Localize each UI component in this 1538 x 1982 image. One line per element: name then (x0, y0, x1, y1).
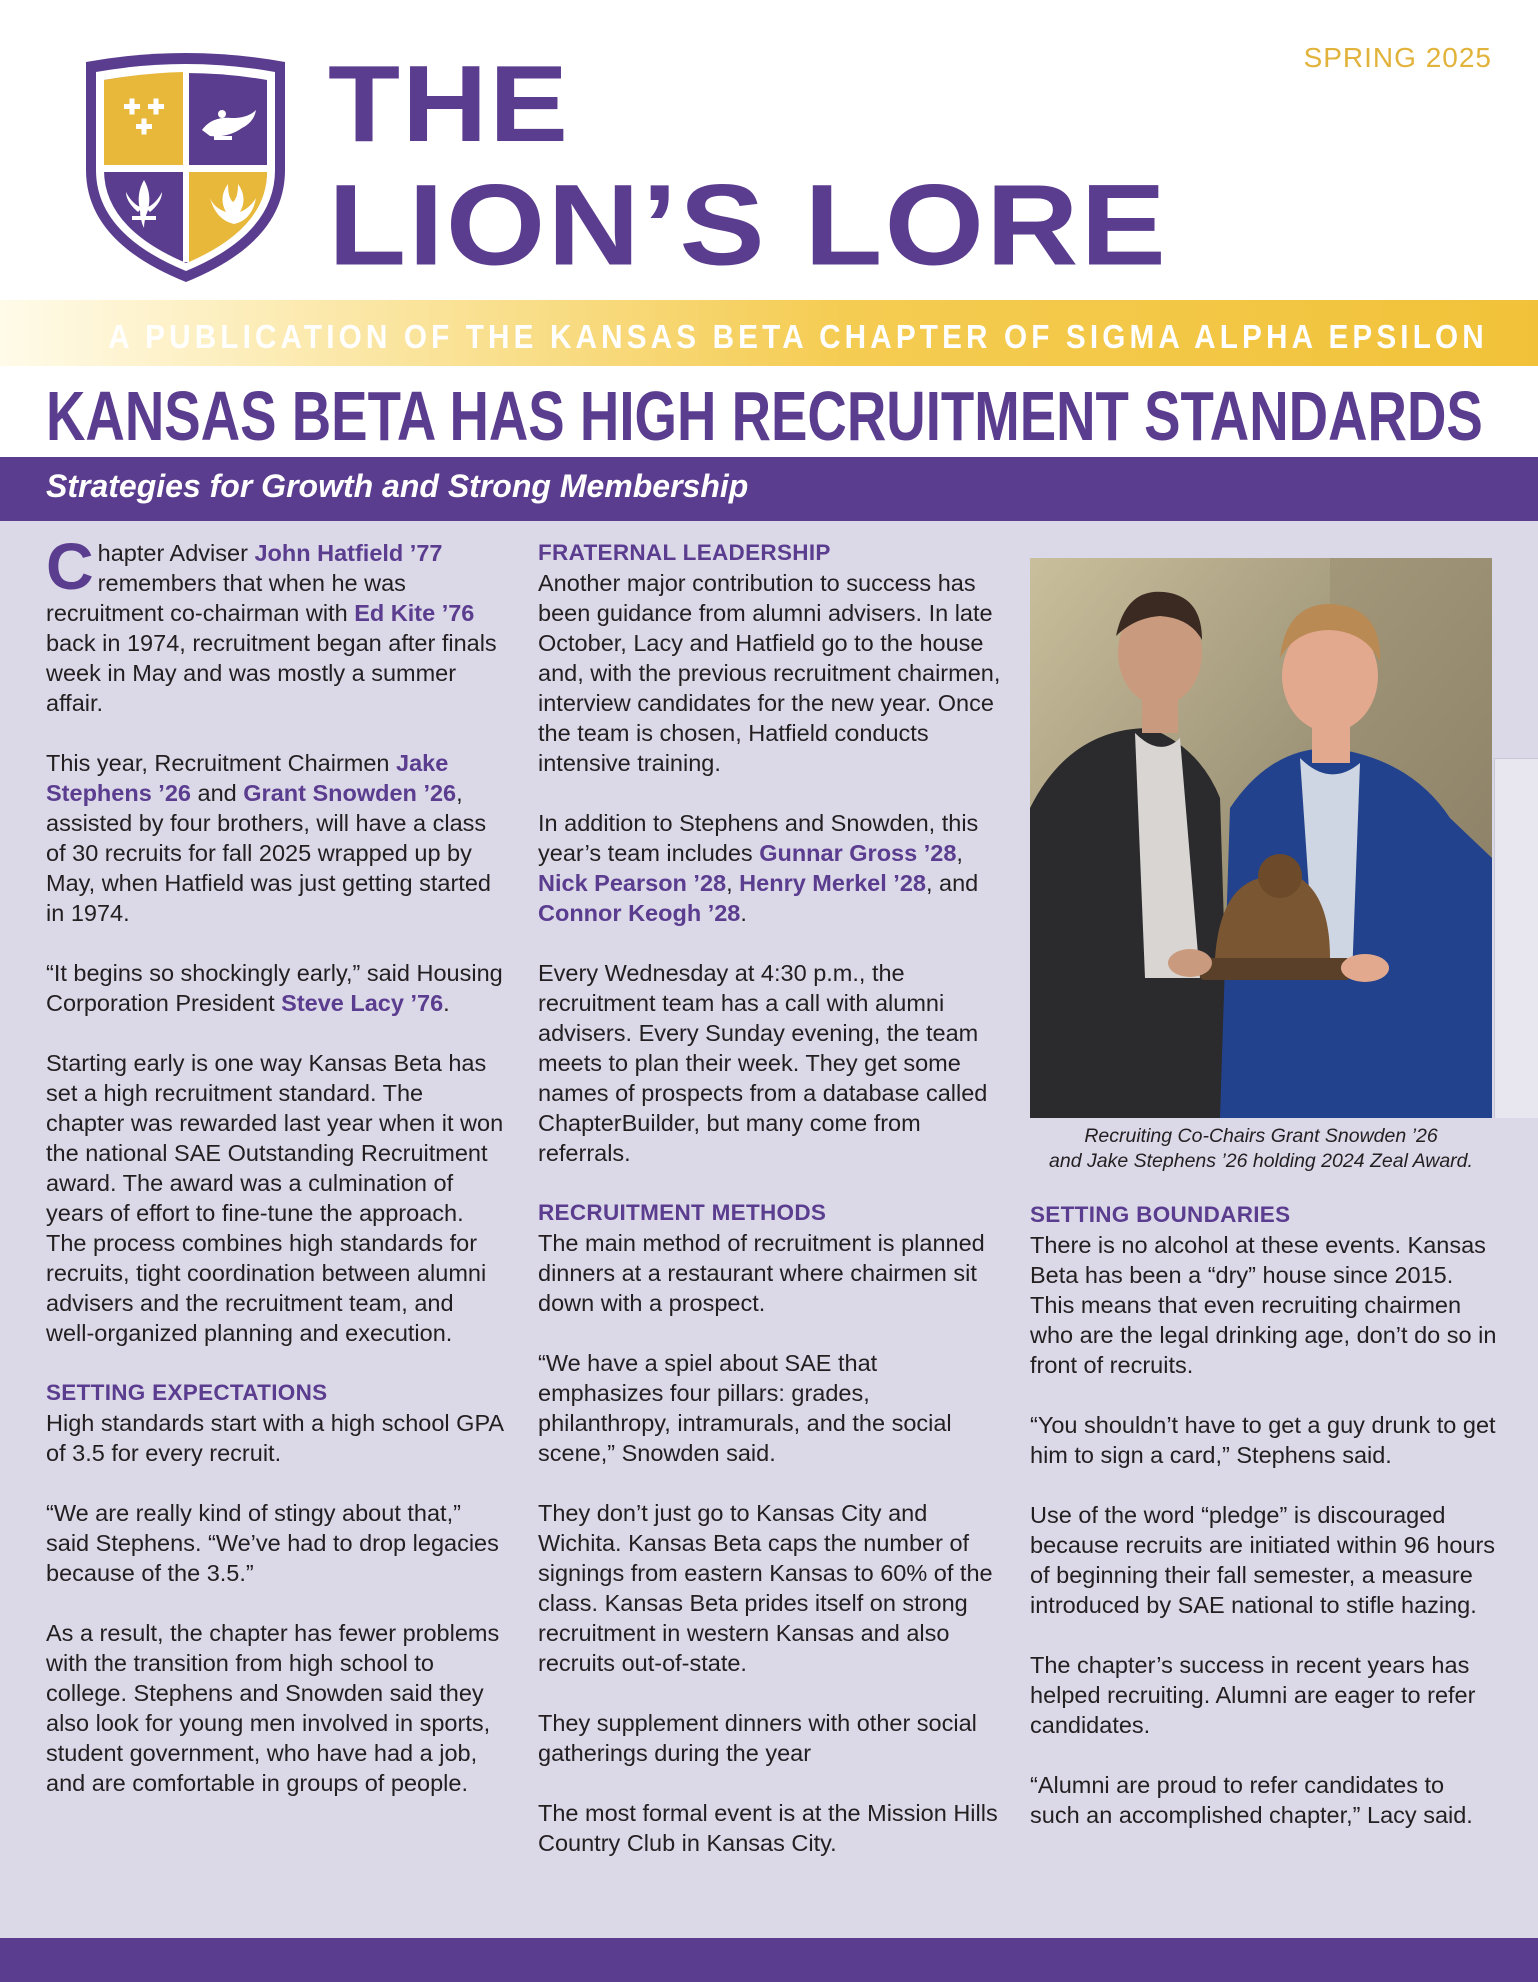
section-heading: RECRUITMENT METHODS (538, 1200, 827, 1225)
text-run: remembers that when he was recruitment co-chairman with (46, 570, 406, 626)
text-run: and (190, 780, 244, 806)
paragraph: “You shouldn’t have to get a guy drunk to get him to sign a card,” Stephens said. (1030, 1412, 1496, 1468)
crest-shield-icon (78, 52, 293, 287)
text-run: , (726, 870, 740, 896)
recruiting-chairs-photo (1030, 558, 1492, 1118)
text-run: “It begins so shockingly early,” said Housing Corporation President (46, 960, 503, 1016)
article-headline: KANSAS BETA HAS HIGH RECRUITMENT STANDARDS (46, 377, 1483, 455)
paragraph: “We are really kind of stingy about that,” said Stephens. “We’ve had to drop legacies because of the 3.5.” (46, 1500, 499, 1586)
paragraph: “We have a spiel about SAE that emphasizes four pillars: grades, philanthropy, intramurals, and the social scene,” Snowden said. (538, 1350, 952, 1466)
paragraph: Starting early is one way Kansas Beta has set a high recruitment standard. The chapter was rewarded last year when it won the national SAE Outstanding Recruitment award. The award was a culmination of years of effort to fine-tune the approach. The process combines high standards for recruits, tight coordination between alumni advisers and the recruitment team, and well-organized planning and execution. (46, 1050, 504, 1346)
drop-cap: C (46, 529, 94, 603)
text-run: , and (925, 870, 979, 896)
paragraph (538, 808, 1008, 928)
paragraph (46, 529, 506, 718)
paragraph: Another major contribution to success has been guidance from alumni advisers. In late October, Lacy and Hatfield go to the house and, with the previous recruitment chairmen, interview candidates for the new year. Once the team is chosen, Hatfield conducts intensive training. (538, 570, 1001, 776)
article-column-3 (1030, 1200, 1500, 1860)
paragraph: “Alumni are proud to refer candidates to such an accomplished chapter,” Lacy said. (1030, 1772, 1473, 1828)
article-subhead: Strategies for Growth and Strong Membership (46, 468, 749, 504)
paragraph: The main method of recruitment is planned dinners at a restaurant where chairmen sit down with a prospect. (538, 1230, 985, 1316)
text-run: back in 1974, recruitment began after finals week in May and was mostly a summer affair. (46, 630, 497, 716)
paragraph: They supplement dinners with other social gatherings during the year (538, 1710, 977, 1766)
section-heading: SETTING EXPECTATIONS (46, 1380, 328, 1405)
person-name: Nick Pearson ’28 (538, 870, 727, 896)
paragraph: As a result, the chapter has fewer problems with the transition from high school to college. Stephens and Snowden said they also look for young men involved in sports, student government, who have had a job, and are comfortable in groups of people. (46, 1620, 500, 1796)
masthead-title-line-1: THE (328, 43, 570, 166)
text-run: , assisted by four brothers, will have a class of 30 recruits for fall 2025 wrapped up by May, when Hatfield was just getting started in 1974. (46, 780, 491, 926)
person-name: Ed Kite ’76 (354, 600, 475, 626)
person-name: Jake Stephens ’26 (46, 750, 449, 806)
paragraph: There is no alcohol at these events. Kansas Beta has been a “dry” house since 2015. This means that even recruiting chairmen who are the legal drinking age, don’t do so in front of recruits. (1030, 1232, 1497, 1378)
paragraph (46, 748, 506, 928)
text-run: hapter Adviser (97, 540, 255, 566)
issue-date: SPRING 2025 (1303, 42, 1492, 73)
text-run: . (443, 990, 450, 1016)
article-column-1 (46, 529, 506, 1828)
paragraph: The most formal event is at the Mission Hills Country Club in Kansas City. (538, 1800, 998, 1856)
person-name: Steve Lacy ’76 (281, 990, 444, 1016)
photo-caption (1030, 1124, 1492, 1174)
section-heading: SETTING BOUNDARIES (1030, 1202, 1291, 1227)
article-column-2 (538, 538, 1008, 1888)
text-run: . (740, 900, 747, 926)
paragraph (46, 958, 506, 1018)
person-name: Connor Keogh ’28 (538, 900, 741, 926)
paragraph: They don’t just go to Kansas City and Wichita. Kansas Beta caps the number of signings from eastern Kansas to 60% of the class. Kansas Beta prides itself on strong recruitment in western Kansas and also recruits out-of-state. (538, 1500, 993, 1676)
photo-caption-line-1: Recruiting Co-Chairs Grant Snowden ’26 (1084, 1125, 1438, 1147)
text-run: In addition to Stephens and Snowden, this year’s team includes (538, 810, 979, 866)
paragraph: Every Wednesday at 4:30 p.m., the recruitment team has a call with alumni advisers. Every Sunday evening, the team meets to plan their week. They get some names of prospects from a database called ChapterBuilder, but many come from referrals. (538, 960, 988, 1166)
page-edge-tab (1494, 758, 1538, 1118)
paragraph: The chapter’s success in recent years has helped recruiting. Alumni are eager to refer candidates. (1030, 1652, 1476, 1738)
photo-caption-line-2: and Jake Stephens ’26 holding 2024 Zeal Award. (1049, 1150, 1473, 1172)
section-heading: FRATERNAL LEADERSHIP (538, 540, 831, 565)
paragraph: Use of the word “pledge” is discouraged because recruits are initiated within 96 hours of beginning their fall semester, a measure introduced by SAE national to stifle hazing. (1030, 1502, 1496, 1618)
paragraph: High standards start with a high school GPA of 3.5 for every recruit. (46, 1410, 503, 1466)
person-name: Gunnar Gross ’28 (759, 840, 957, 866)
person-name: John Hatfield ’77 (254, 540, 443, 566)
publication-tagline: A PUBLICATION OF THE KANSAS BETA CHAPTER OF SIGMA ALPHA EPSILON (108, 318, 1488, 355)
person-name: Grant Snowden ’26 (243, 780, 457, 806)
text-run: , (956, 840, 963, 866)
text-run: This year, Recruitment Chairmen (46, 750, 397, 776)
person-name: Henry Merkel ’28 (739, 870, 926, 896)
masthead-title-line-2: LION’S LORE (328, 160, 1168, 290)
masthead (0, 0, 1538, 300)
footer-band (0, 1938, 1538, 1982)
